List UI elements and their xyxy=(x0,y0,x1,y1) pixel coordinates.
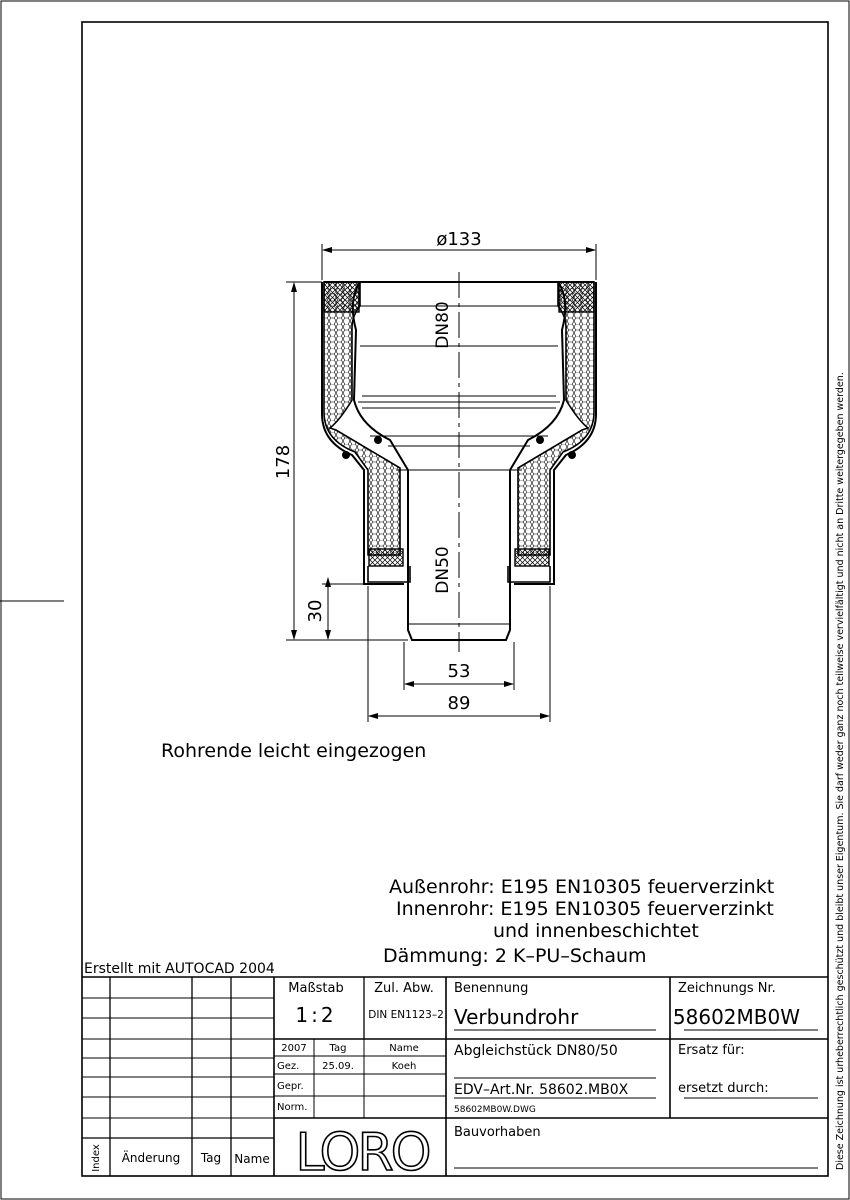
name-label: Name xyxy=(389,1043,419,1054)
spec-outer-pipe: Außenrohr: E195 EN10305 feuerverzinkt xyxy=(389,876,775,898)
rev-index-header: Index xyxy=(91,1144,102,1172)
dim-53-label: 53 xyxy=(447,661,471,682)
seal-ring-bottom-right xyxy=(515,549,549,566)
designation-value: Verbundrohr xyxy=(454,1005,579,1029)
file-name: 58602MB0W.DWG xyxy=(454,1105,536,1115)
scale-value: 1:2 xyxy=(295,1003,337,1027)
designation-label: Benennung xyxy=(454,981,529,996)
tolerance-value: DIN EN1123–2 xyxy=(368,1009,444,1021)
dim-diameter-label: ø133 xyxy=(436,229,482,250)
year-value: 2007 xyxy=(281,1043,307,1054)
rev-change-header: Änderung xyxy=(121,1151,181,1165)
drawn-date: 25.09. xyxy=(322,1061,354,1072)
project-label: Bauvorhaben xyxy=(454,1125,541,1140)
spec-inner-coating: und innenbeschichtet xyxy=(493,920,699,942)
rev-name-header: Name xyxy=(234,1152,270,1166)
edv-number: EDV–Art.Nr. 58602.MB0X xyxy=(454,1082,629,1098)
drawing-number-label: Zeichnungs Nr. xyxy=(678,981,776,996)
drawn-name: Koeh xyxy=(391,1061,417,1072)
dim-small-label: 30 xyxy=(305,599,326,623)
loro-logo: LORO xyxy=(295,1123,429,1183)
dn50-label: DN50 xyxy=(433,546,453,594)
pipe-cross-section xyxy=(322,272,596,652)
copyright-notice: Diese Zeichnung ist urheberrechtlich geschützt und bleibt unser Eigentum. Sie darf weder ganz noch teilweise vervielfältigt und nicht an Dritte weitergegeben werden. xyxy=(835,372,846,1170)
norm-label: Norm. xyxy=(277,1102,308,1113)
tolerance-label: Zul. Abw. xyxy=(374,981,434,996)
spec-inner-pipe: Innenrohr: E195 EN10305 feuerverzinkt xyxy=(396,898,774,920)
rev-day-header: Tag xyxy=(200,1151,222,1165)
day-label: Tag xyxy=(329,1043,347,1054)
drawing-frame xyxy=(82,22,828,1176)
dn80-label: DN80 xyxy=(433,301,453,349)
created-with-note: Erstellt mit AUTOCAD 2004 xyxy=(84,961,275,977)
seal-ring-bottom-left xyxy=(369,549,403,566)
drawing-number-value: 58602MB0W xyxy=(672,1005,800,1029)
dim-89-label: 89 xyxy=(447,693,471,714)
dim-height-label: 178 xyxy=(273,444,294,480)
replaced-by-label: ersetzt durch: xyxy=(678,1081,769,1096)
checked-label: Gepr. xyxy=(277,1081,304,1092)
replaces-label: Ersatz für: xyxy=(678,1043,745,1058)
drawn-label: Gez. xyxy=(277,1061,300,1072)
drawing-note: Rohrende leicht eingezogen xyxy=(161,740,427,762)
material-specs xyxy=(383,876,774,967)
subtitle-value: Abgleichstück DN80/50 xyxy=(454,1043,618,1059)
spec-insulation: Dämmung: 2 K–PU–Schaum xyxy=(383,945,647,967)
scale-label: Maßstab xyxy=(288,981,344,996)
